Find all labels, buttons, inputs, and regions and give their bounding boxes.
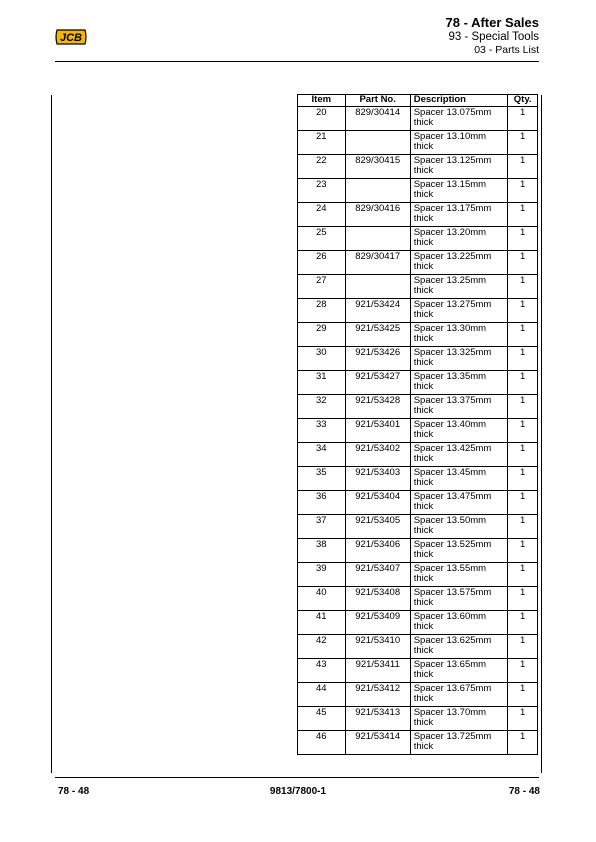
table-row [298, 539, 538, 563]
cell-description [410, 491, 508, 515]
table-row [298, 611, 538, 635]
cell-qty: 1 [508, 371, 538, 395]
table-row [298, 299, 538, 323]
cell-item: 41 [298, 611, 346, 635]
cell-item: 30 [298, 347, 346, 371]
cell-item: 23 [298, 179, 346, 203]
cell-qty: 1 [508, 539, 538, 563]
description-line: Spacer 13.10mm [413, 131, 487, 142]
cell-qty: 1 [508, 131, 538, 155]
table-row [298, 731, 538, 755]
cell-description [410, 347, 508, 371]
cell-item: 46 [298, 731, 346, 755]
description-line: Spacer 13.575mm [413, 587, 492, 598]
cell-description [410, 659, 508, 683]
cell-part-no [345, 179, 410, 203]
cell-item: 31 [298, 371, 346, 395]
description-line: Spacer 13.45mm [413, 467, 487, 478]
cell-item: 20 [298, 107, 346, 131]
cell-part-no: 921/53402 [345, 443, 410, 467]
cell-description [410, 299, 508, 323]
cell-description [410, 443, 508, 467]
cell-qty: 1 [508, 299, 538, 323]
description-line: Spacer 13.125mm [413, 155, 492, 166]
cell-item: 42 [298, 635, 346, 659]
column-header-description: Description [410, 95, 508, 107]
table-row [298, 107, 538, 131]
description-line: Spacer 13.15mm [413, 179, 487, 190]
cell-qty: 1 [508, 491, 538, 515]
description-line: Spacer 13.625mm [413, 635, 492, 646]
column-header-qty: Qty. [508, 95, 538, 107]
description-line: thick [413, 213, 434, 224]
cell-qty: 1 [508, 347, 538, 371]
table-row [298, 275, 538, 299]
cell-part-no [345, 227, 410, 251]
column-header-part-no: Part No. [345, 95, 410, 107]
cell-qty: 1 [508, 467, 538, 491]
cell-item: 43 [298, 659, 346, 683]
description-line: Spacer 13.375mm [413, 395, 492, 406]
cell-part-no: 829/30415 [345, 155, 410, 179]
cell-part-no: 921/53424 [345, 299, 410, 323]
cell-item: 32 [298, 395, 346, 419]
description-line: Spacer 13.70mm [413, 707, 487, 718]
description-line: Spacer 13.425mm [413, 443, 492, 454]
description-line: thick [413, 453, 434, 464]
table-row [298, 563, 538, 587]
description-line: thick [413, 285, 434, 296]
cell-part-no: 921/53428 [345, 395, 410, 419]
description-line: Spacer 13.275mm [413, 299, 492, 310]
cell-part-no: 921/53405 [345, 515, 410, 539]
subsubsection-title: 03 - Parts List [474, 44, 539, 56]
footer-page-left: 78 - 48 [58, 786, 90, 797]
description-line: thick [413, 597, 434, 608]
cell-description [410, 635, 508, 659]
cell-item: 37 [298, 515, 346, 539]
table-row [298, 587, 538, 611]
cell-description [410, 227, 508, 251]
cell-item: 38 [298, 539, 346, 563]
cell-item: 21 [298, 131, 346, 155]
description-line: thick [413, 309, 434, 320]
description-line: Spacer 13.65mm [413, 659, 487, 670]
cell-qty: 1 [508, 731, 538, 755]
cell-description [410, 563, 508, 587]
cell-part-no: 921/53408 [345, 587, 410, 611]
table-row [298, 155, 538, 179]
cell-item: 25 [298, 227, 346, 251]
cell-qty: 1 [508, 419, 538, 443]
parts-table-body [298, 107, 538, 755]
subsection-title: 93 - Special Tools [448, 31, 539, 43]
cell-description [410, 371, 508, 395]
cell-part-no [345, 131, 410, 155]
cell-qty: 1 [508, 275, 538, 299]
table-header-row [298, 95, 538, 107]
cell-item: 29 [298, 323, 346, 347]
description-line: Spacer 13.525mm [413, 539, 492, 550]
cell-description [410, 179, 508, 203]
description-line: thick [413, 189, 434, 200]
table-row [298, 635, 538, 659]
cell-qty: 1 [508, 515, 538, 539]
table-row [298, 131, 538, 155]
cell-qty: 1 [508, 251, 538, 275]
description-line: Spacer 13.075mm [413, 107, 492, 118]
cell-qty: 1 [508, 443, 538, 467]
cell-item: 36 [298, 491, 346, 515]
table-row [298, 179, 538, 203]
cell-description [410, 731, 508, 755]
table-row [298, 251, 538, 275]
cell-part-no: 829/30414 [345, 107, 410, 131]
cell-description [410, 515, 508, 539]
description-line: thick [413, 573, 434, 584]
cell-item: 44 [298, 683, 346, 707]
jcb-logo [54, 27, 88, 47]
table-row [298, 683, 538, 707]
cell-part-no: 921/53410 [345, 635, 410, 659]
cell-description [410, 395, 508, 419]
cell-item: 33 [298, 419, 346, 443]
description-line: thick [413, 501, 434, 512]
cell-description [410, 419, 508, 443]
description-line: thick [413, 333, 434, 344]
right-margin-rule [541, 95, 542, 773]
cell-item: 35 [298, 467, 346, 491]
cell-qty: 1 [508, 563, 538, 587]
description-line: Spacer 13.50mm [413, 515, 487, 526]
cell-item: 26 [298, 251, 346, 275]
cell-part-no: 829/30417 [345, 251, 410, 275]
description-line: Spacer 13.725mm [413, 731, 492, 742]
cell-qty: 1 [508, 587, 538, 611]
cell-part-no: 921/53427 [345, 371, 410, 395]
cell-description [410, 131, 508, 155]
description-line: Spacer 13.35mm [413, 371, 487, 382]
cell-part-no: 921/53404 [345, 491, 410, 515]
cell-item: 28 [298, 299, 346, 323]
cell-description [410, 275, 508, 299]
header-rule [55, 61, 539, 62]
table-row [298, 419, 538, 443]
cell-part-no: 829/30416 [345, 203, 410, 227]
cell-part-no: 921/53409 [345, 611, 410, 635]
cell-part-no: 921/53401 [345, 419, 410, 443]
cell-item: 22 [298, 155, 346, 179]
cell-part-no: 921/53412 [345, 683, 410, 707]
footer-doc-number: 9813/7800-1 [269, 786, 327, 797]
logo-text: JCB [59, 32, 83, 44]
description-line: thick [413, 645, 434, 656]
cell-qty: 1 [508, 707, 538, 731]
description-line: Spacer 13.475mm [413, 491, 492, 502]
cell-description [410, 707, 508, 731]
table-row [298, 323, 538, 347]
footer-page-right: 78 - 48 [508, 786, 540, 797]
cell-qty: 1 [508, 683, 538, 707]
footer-rule [55, 777, 539, 778]
description-line: Spacer 13.60mm [413, 611, 487, 622]
cell-description [410, 611, 508, 635]
description-line: Spacer 13.225mm [413, 251, 492, 262]
description-line: thick [413, 405, 434, 416]
cell-qty: 1 [508, 179, 538, 203]
table-row [298, 371, 538, 395]
description-line: thick [413, 525, 434, 536]
column-header-item: Item [298, 95, 346, 107]
table-row [298, 707, 538, 731]
cell-part-no: 921/53414 [345, 731, 410, 755]
table-row [298, 443, 538, 467]
cell-description [410, 323, 508, 347]
cell-part-no [345, 275, 410, 299]
cell-qty: 1 [508, 203, 538, 227]
description-line: Spacer 13.675mm [413, 683, 492, 694]
description-line: Spacer 13.55mm [413, 563, 487, 574]
table-row [298, 395, 538, 419]
page-header [446, 14, 539, 56]
cell-qty: 1 [508, 155, 538, 179]
description-line: thick [413, 165, 434, 176]
description-line: thick [413, 717, 434, 728]
cell-item: 39 [298, 563, 346, 587]
description-line: thick [413, 237, 434, 248]
table-row [298, 659, 538, 683]
cell-part-no: 921/53411 [345, 659, 410, 683]
left-margin-rule [51, 95, 52, 773]
cell-part-no: 921/53406 [345, 539, 410, 563]
cell-item: 24 [298, 203, 346, 227]
description-line: thick [413, 669, 434, 680]
description-line: thick [413, 381, 434, 392]
cell-qty: 1 [508, 659, 538, 683]
cell-part-no: 921/53413 [345, 707, 410, 731]
table-row [298, 203, 538, 227]
description-line: Spacer 13.175mm [413, 203, 492, 214]
description-line: thick [413, 117, 434, 128]
cell-qty: 1 [508, 611, 538, 635]
section-title: 78 - After Sales [445, 15, 539, 30]
cell-description [410, 467, 508, 491]
cell-qty: 1 [508, 323, 538, 347]
cell-part-no: 921/53407 [345, 563, 410, 587]
description-line: thick [413, 693, 434, 704]
cell-description [410, 107, 508, 131]
cell-part-no: 921/53425 [345, 323, 410, 347]
cell-description [410, 539, 508, 563]
description-line: thick [413, 429, 434, 440]
table-row [298, 515, 538, 539]
parts-table [297, 94, 538, 755]
description-line: thick [413, 549, 434, 560]
cell-item: 27 [298, 275, 346, 299]
description-line: thick [413, 741, 434, 752]
description-line: thick [413, 477, 434, 488]
cell-qty: 1 [508, 107, 538, 131]
table-row [298, 227, 538, 251]
description-line: Spacer 13.20mm [413, 227, 487, 238]
description-line: thick [413, 141, 434, 152]
cell-description [410, 587, 508, 611]
cell-description [410, 251, 508, 275]
table-row [298, 467, 538, 491]
description-line: Spacer 13.40mm [413, 419, 487, 430]
description-line: Spacer 13.25mm [413, 275, 487, 286]
description-line: Spacer 13.30mm [413, 323, 487, 334]
table-row [298, 491, 538, 515]
description-line: thick [413, 261, 434, 272]
cell-item: 40 [298, 587, 346, 611]
cell-qty: 1 [508, 635, 538, 659]
description-line: thick [413, 621, 434, 632]
cell-description [410, 155, 508, 179]
cell-part-no: 921/53426 [345, 347, 410, 371]
cell-qty: 1 [508, 227, 538, 251]
cell-part-no: 921/53403 [345, 467, 410, 491]
description-line: thick [413, 357, 434, 368]
cell-item: 34 [298, 443, 346, 467]
cell-description [410, 683, 508, 707]
description-line: Spacer 13.325mm [413, 347, 492, 358]
table-row [298, 347, 538, 371]
cell-item: 45 [298, 707, 346, 731]
cell-qty: 1 [508, 395, 538, 419]
cell-description [410, 203, 508, 227]
